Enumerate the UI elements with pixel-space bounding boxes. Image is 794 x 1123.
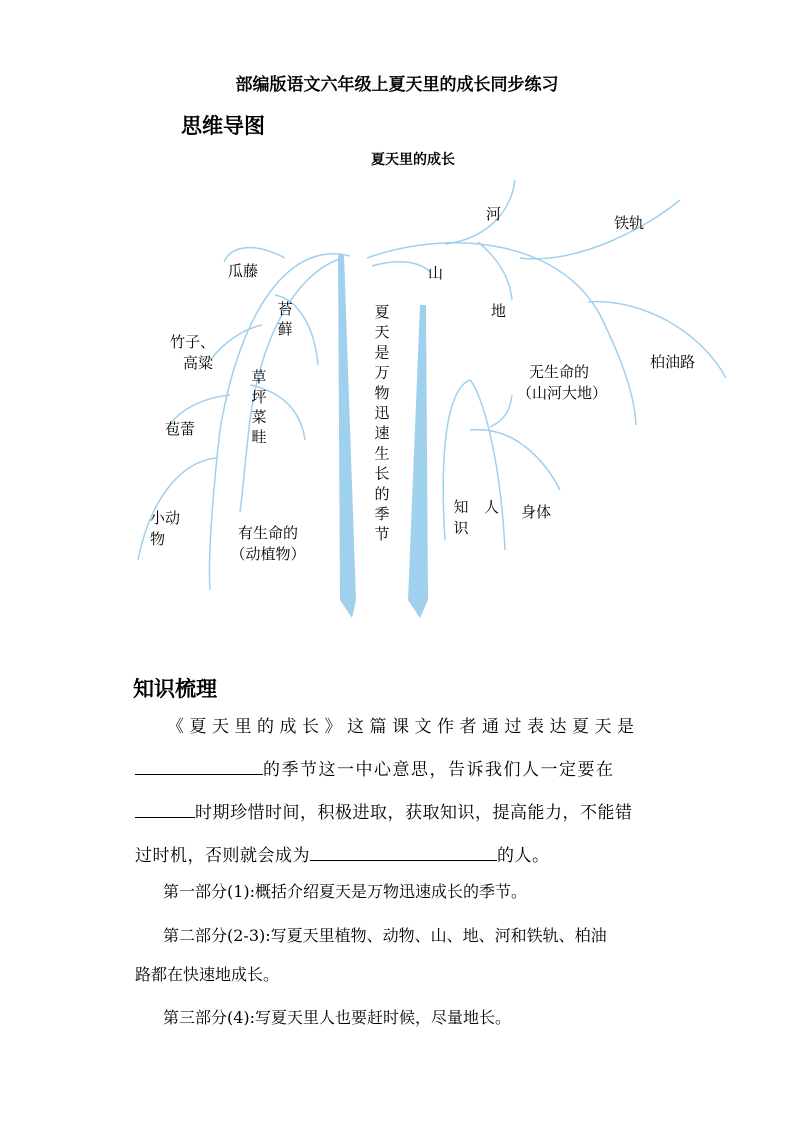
leaf-tiegui: 铁轨 xyxy=(614,214,645,232)
zhishi-char: 识 xyxy=(453,519,469,537)
summary-line-2 xyxy=(135,749,675,792)
center-theme-vertical-text xyxy=(374,303,389,543)
center-theme-char: 天 xyxy=(374,323,390,342)
person-label: 人 xyxy=(484,498,500,516)
summary-line-3-text: 时期珍惜时间，积极进取，获取知识，提高能力，不能错 xyxy=(195,803,633,823)
leaf-baolei: 苞蕾 xyxy=(165,420,196,438)
leaf-xiaodongwu-line2: 物 xyxy=(150,530,166,548)
right-branch-label-2: （山河大地） xyxy=(516,384,608,402)
twig-shan xyxy=(372,262,430,272)
center-theme-char: 长 xyxy=(374,464,390,483)
mindmap-heading: 思维导图 xyxy=(181,114,265,138)
twig-he xyxy=(445,180,515,244)
twig-zhishi xyxy=(443,380,470,540)
caoping-char: 草 xyxy=(251,368,267,386)
caoping-char: 畦 xyxy=(251,428,267,446)
center-theme-char: 夏 xyxy=(374,303,390,321)
part-2-line-2: 路都在快速地成长。 xyxy=(135,965,280,984)
center-theme-char: 生 xyxy=(374,444,390,463)
twig-di xyxy=(478,242,512,300)
leaf-zhuzi-line2: 高粱 xyxy=(183,354,214,372)
taixian-char: 藓 xyxy=(277,320,293,338)
person-branch xyxy=(470,380,505,550)
center-theme-char: 速 xyxy=(374,424,390,443)
leaf-zhuzi-line1: 竹子、 xyxy=(170,333,216,351)
center-theme-char: 季 xyxy=(374,505,390,523)
leaf-di: 地 xyxy=(491,302,507,320)
zhishi-char: 知 xyxy=(453,498,469,516)
center-theme-char: 的 xyxy=(374,484,390,503)
caoping-char: 菜 xyxy=(251,408,267,426)
summary-line-2-text: 的季节这一中心意思，告诉我们人一定要在 xyxy=(263,760,615,780)
center-theme-char: 迅 xyxy=(374,404,390,422)
part-1: 第一部分(1):概括介绍夏天是万物迅速成长的季节。 xyxy=(163,882,528,901)
left-trunk xyxy=(338,255,356,618)
left-branch-label-1: 有生命的 xyxy=(237,524,299,542)
fill-blank-3[interactable] xyxy=(310,842,497,861)
left-branch-label-2: （动植物） xyxy=(230,545,306,563)
mindmap-title: 夏天里的成长 xyxy=(371,152,455,168)
center-theme-char: 是 xyxy=(374,343,390,362)
leaf-xiaodongwu-line1: 小动 xyxy=(150,509,181,527)
summary-line-4-end: 的人。 xyxy=(497,846,550,866)
document-title: 部编版语文六年级上夏天里的成长同步练习 xyxy=(235,75,559,95)
leaf-zhishi xyxy=(453,498,469,537)
part-2-line-1: 第二部分(2-3):写夏天里植物、动物、山、地、河和铁轨、柏油 xyxy=(163,926,607,945)
right-branch-label-1: 无生命的 xyxy=(528,363,590,381)
twig-person-top xyxy=(490,395,512,427)
summary-line-1: 《夏天里的成长》这篇课文作者通过表达夏天是 xyxy=(167,717,640,737)
branch-lines xyxy=(138,180,726,590)
leaf-he: 河 xyxy=(486,205,502,223)
leaf-shan: 山 xyxy=(428,264,444,282)
twig-tiegui xyxy=(520,200,680,259)
taixian-char: 苔 xyxy=(277,300,293,318)
twig-guateng xyxy=(224,248,285,262)
right-trunk xyxy=(408,305,428,618)
leaf-baiyoulu: 柏油路 xyxy=(650,353,696,371)
fill-blank-2[interactable] xyxy=(135,799,195,818)
fill-blank-1[interactable] xyxy=(135,756,263,775)
center-theme-char: 节 xyxy=(374,525,390,544)
leaf-caoping xyxy=(251,368,266,446)
part-3: 第三部分(4):写夏天里人也要赶时候，尽量地长。 xyxy=(163,1008,512,1027)
leaf-guateng: 瓜藤 xyxy=(228,262,259,280)
summary-paragraph xyxy=(135,706,675,878)
mind-map-diagram xyxy=(0,140,794,630)
knowledge-heading: 知识梳理 xyxy=(133,677,217,701)
center-theme-char: 物 xyxy=(374,383,390,402)
summary-line-3 xyxy=(135,792,675,835)
center-theme-char: 万 xyxy=(374,363,390,382)
leaf-shenti: 身体 xyxy=(521,503,552,521)
caoping-char: 坪 xyxy=(251,388,267,406)
summary-line-4-start: 过时机，否则就会成为 xyxy=(135,846,310,866)
twig-zhuzi xyxy=(212,325,262,358)
twig-shenti xyxy=(470,430,560,490)
